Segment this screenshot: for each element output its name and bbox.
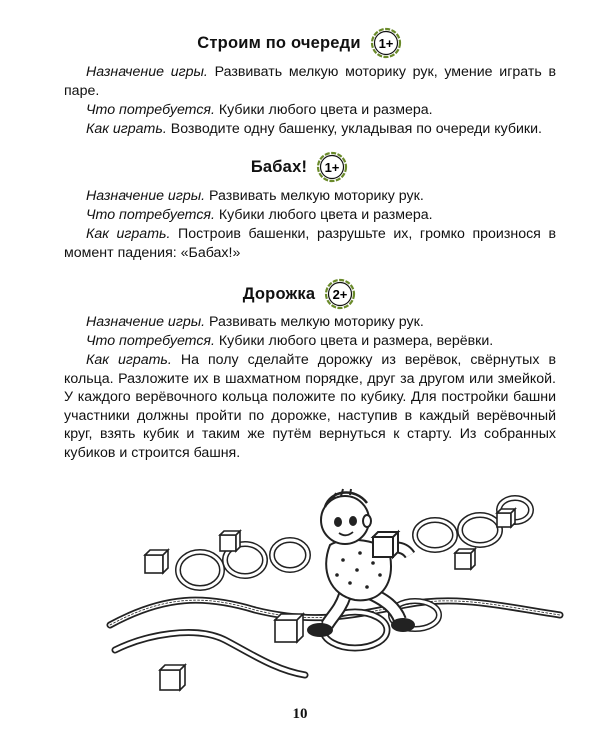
text-howto: На полу сделайте дорожку из верёвок, свёрнутых в кольца. Разложите их в шахматном порядке, друг за другом или змейкой. У каждого верёвочного кольца положите по кубику. Для постройки башни участники должны пройти по дорожке, наступив в каждый верёвочный круг, взять кубик и таким же путём вернуться к старту. Из собранных кубиков и строится башня. xyxy=(64,352,556,461)
paragraph-purpose xyxy=(64,187,556,206)
cube-icon xyxy=(160,665,185,690)
section-header-dorozhka xyxy=(0,277,600,311)
paragraph-howto xyxy=(64,225,556,262)
text-purpose: Развивать мелкую моторику рук. xyxy=(205,188,424,204)
section-title: Дорожка xyxy=(242,284,316,303)
label-purpose: Назначение игры. xyxy=(86,64,208,80)
section-header-babah xyxy=(0,150,600,184)
label-needs: Что потребуется. xyxy=(86,102,215,118)
paragraph-purpose xyxy=(64,313,556,332)
page-number: 10 xyxy=(292,706,308,722)
label-howto: Как играть. xyxy=(86,352,172,368)
cube-icon xyxy=(455,549,475,569)
age-badge-icon xyxy=(369,26,403,60)
cube-icon xyxy=(145,550,168,573)
cube-icon xyxy=(220,531,240,551)
cube-icon xyxy=(497,509,515,527)
text-purpose: Развивать мелкую моторику рук, умение играть в паре. xyxy=(64,64,557,99)
age-badge-label: 1+ xyxy=(378,36,394,51)
text-needs: Кубики любого цвета и размера. xyxy=(214,207,433,223)
age-badge-label: 1+ xyxy=(324,160,340,175)
age-badge-icon xyxy=(323,277,357,311)
section-header-stroim xyxy=(0,26,600,60)
section-title: Строим по очереди xyxy=(197,33,361,52)
cube-icon xyxy=(275,614,303,642)
child-with-cubes-and-rope-path-illustration xyxy=(105,475,565,700)
label-howto: Как играть. xyxy=(86,226,171,242)
label-needs: Что потребуется. xyxy=(86,207,215,223)
label-purpose: Назначение игры. xyxy=(86,188,206,204)
paragraph-needs xyxy=(64,101,556,120)
text-howto: Возводите одну башенку, укладывая по очереди кубики. xyxy=(166,121,542,137)
section-title: Бабах! xyxy=(250,157,308,176)
paragraph-needs xyxy=(64,206,556,225)
paragraph-howto xyxy=(64,120,556,139)
paragraph-purpose xyxy=(64,63,556,100)
text-needs: Кубики любого цвета и размера, верёвки. xyxy=(214,333,494,349)
age-badge-label: 2+ xyxy=(332,287,348,302)
paragraph-howto xyxy=(64,351,556,463)
text-needs: Кубики любого цвета и размера. xyxy=(214,102,433,118)
label-howto: Как играть. xyxy=(86,121,167,137)
label-needs: Что потребуется. xyxy=(86,333,215,349)
age-badge-icon xyxy=(315,150,349,184)
paragraph-needs xyxy=(64,332,556,351)
text-howto: Построив башенки, разрушьте их, громко произнося в момент падения: «Бабах!» xyxy=(64,226,556,261)
text-purpose: Развивать мелкую моторику рук. xyxy=(205,314,424,330)
label-purpose: Назначение игры. xyxy=(86,314,206,330)
